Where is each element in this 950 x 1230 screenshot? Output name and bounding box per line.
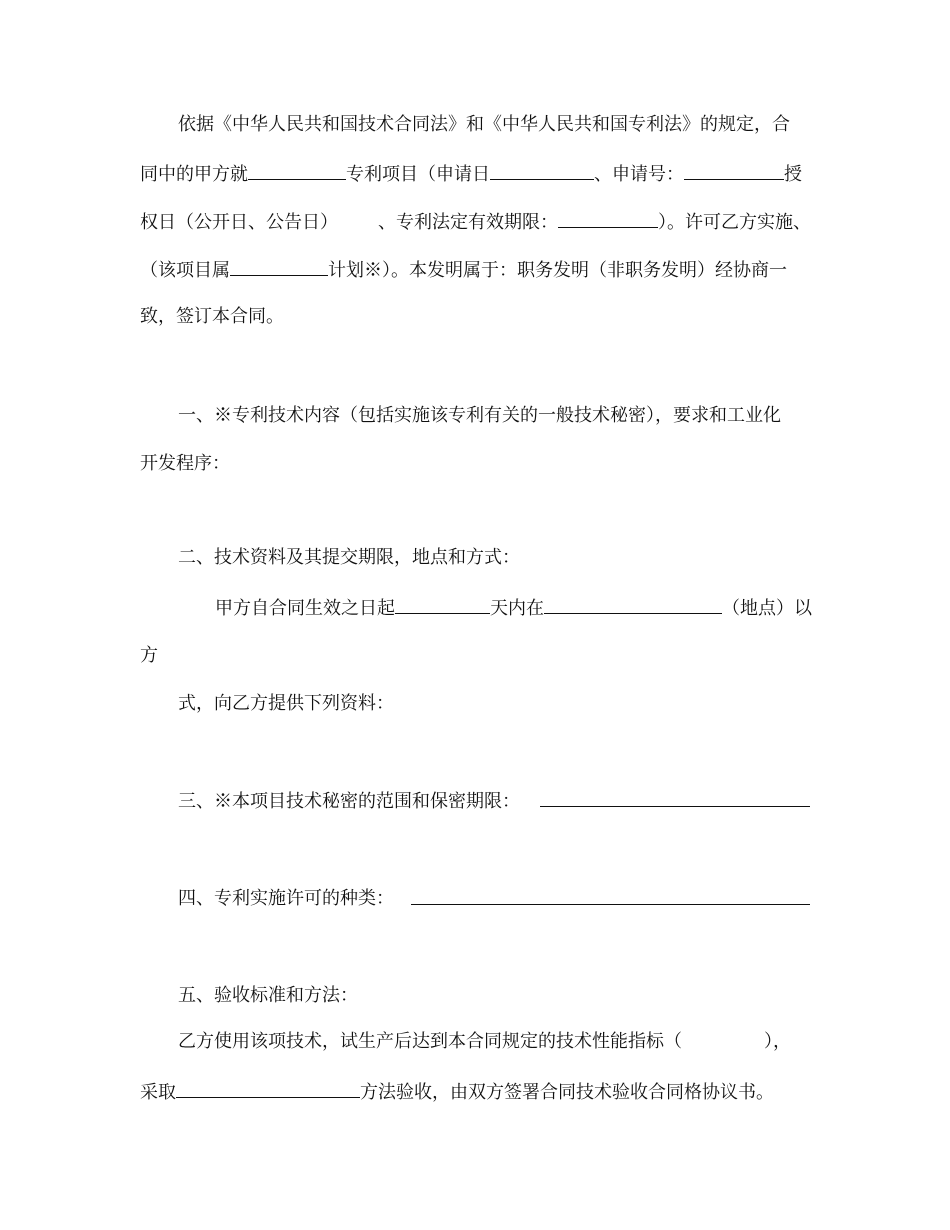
secrecy-scope-blank	[540, 806, 810, 807]
intro-line-2: 同中的甲方就 专利项目（申请日 、申请号： 授	[140, 160, 802, 184]
intro-line-5: 致，签订本合同。	[140, 306, 284, 327]
delivery-location-blank	[544, 594, 722, 614]
section-1-line-2: 开发程序：	[140, 453, 230, 474]
delivery-days-blank	[395, 594, 490, 614]
section-2-line-3: 式，向乙方提供下列资料：	[178, 693, 394, 714]
intro-line-3: 权日（公开日、公告日） 、专利法定有效期限： ）。许可乙方实施、	[140, 208, 811, 232]
section-5-heading: 五、验收标准和方法：	[178, 985, 358, 1006]
section-2-line-1: 甲方自合同生效之日起 天内在 （地点）以	[215, 594, 812, 618]
intro-line-1: 依据《中华人民共和国技术合同法》和《中华人民共和国专利法》的规定，合	[178, 114, 790, 135]
intro-line-4: （该项目属 计划※）。本发明属于：职务发明（非职务发明）经协商一	[140, 256, 787, 280]
application-date-blank	[490, 160, 594, 180]
acceptance-method-blank	[176, 1078, 360, 1098]
plan-blank	[230, 256, 328, 276]
section-2-heading: 二、技术资料及其提交期限，地点和方式：	[178, 547, 520, 568]
section-2-line-2: 方	[140, 645, 158, 666]
section-4-line: 四、专利实施许可的种类：	[178, 888, 394, 909]
validity-period-blank	[558, 208, 658, 228]
application-number-blank	[684, 160, 784, 180]
license-type-blank	[411, 904, 810, 905]
section-5-line-1: 乙方使用该项技术，试生产后达到本合同规定的技术性能指标（ ），	[178, 1031, 791, 1052]
patent-project-blank	[248, 160, 346, 180]
section-5-line-2: 采取 方法验收，由双方签署合同技术验收合同格协议书。	[140, 1078, 774, 1102]
section-3-line: 三、※本项目技术秘密的范围和保密期限：	[178, 791, 520, 812]
section-1-line-1: 一、※专利技术内容（包括实施该专利有关的一般技术秘密），要求和工业化	[178, 405, 781, 426]
